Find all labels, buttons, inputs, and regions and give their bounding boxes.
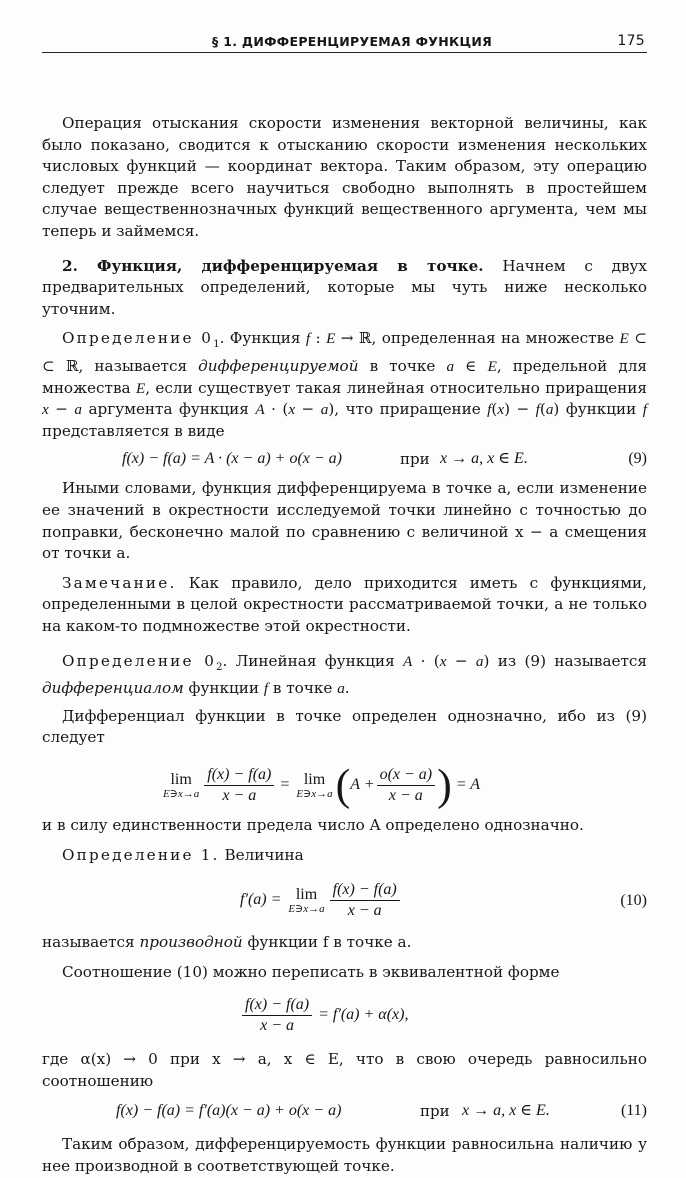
derivative-definition-paragraph: называется производной функции f в точке a.: [42, 933, 412, 952]
defined-term: производной: [139, 933, 243, 952]
subsection-2-paragraph: [42, 256, 647, 321]
running-header: [42, 30, 647, 53]
remark-paragraph: Замечание. Как правило, дело приходится иметь с функциями, определенными в целой окрестности рассматриваемой точки, а не только на каком-то подмножестве этой окрестности.: [42, 573, 647, 635]
book-page: [42, 30, 647, 1178]
subsection-heading: 2. Функция, дифференцируемая в точке.: [62, 256, 484, 275]
intro-paragraph: Операция отыскания скорости изменения векторной величины, как было показано, сводится к отысканию скорости изменения нескольких числовых функций — координат вектора. Таким образом, эту операцию следует прежде всего научиться свободно выполнять в простейшем случае вещественнозначных функций вещественного аргумента, чем мы теперь и займемся.: [42, 114, 647, 240]
explanation-paragraph: Иными словами, функция дифференцируема в точке a, если изменение ее значений в окрестности исследуемой точки линейно с точностью до поправки, бесконечно малой по сравнению с величиной x − a смещения от точки a.: [42, 479, 647, 563]
equivalent-form-paragraph: Соотношение (10) можно переписать в эквивалентной форме: [62, 962, 560, 981]
uniqueness-paragraph: и в силу единственности предела число A определено однозначно.: [42, 815, 584, 834]
equation-number: (11): [620, 1102, 647, 1120]
definition-1: Определение 1. Величина: [62, 845, 304, 864]
equation-11: f(x) − f(a) = f′(a)(x − a) + o(x − a) при x → a, x ∈ E. (11): [116, 1102, 647, 1121]
equation-number: (10): [620, 892, 647, 910]
defined-term: дифференциалом: [42, 679, 184, 698]
conclusion-paragraph: Таким образом, дифференцируемость функции равносильна наличию у нее производной в соответствующей точке.: [42, 1135, 647, 1176]
equivalence-paragraph: где α(x) → 0 при x → a, x ∈ E, что в свою очередь равносильно соотношению: [42, 1050, 647, 1090]
equation-10: f′(a) = lim E∋x→a $\frac{f(x) - f(a)}{x - a}$ (10): [240, 881, 647, 920]
definition-label: Определение 0: [62, 651, 217, 670]
equation-equivalent: $\frac{f(x) - f(a)}{x - a}$ = f′(a) + α(x),: [42, 991, 647, 1043]
section-title: § 1. ДИФФЕРЕНЦИРУЕМАЯ ФУНКЦИЯ: [212, 34, 493, 49]
page-number: 175: [617, 33, 645, 49]
remark-label: Замечание.: [62, 573, 177, 592]
equation-number: (9): [628, 450, 647, 468]
defined-term: дифференцируемой: [198, 356, 359, 375]
definition-01: Определение $0_1$. Функция f : E → ℝ, определенная на множестве E ⊂ ⊂ ℝ, называется дифференцируемой в точке a ∈ E, предельной для множества E, если существует такая линейная относительно приращения x − a аргумента функция A · (x − a), что приращение f(x) − f(a) функции f представляется в виде: [42, 329, 647, 440]
definition-02: Определение $0_2$. Линейная функция A · (x − a) из (9) называется дифференциалом функции f в точке a.: [42, 651, 647, 698]
equation-9: f(x) − f(a) = A · (x − a) + o(x − a) при x → a, x ∈ E. (9): [122, 450, 647, 469]
equation-limit: lim E∋x→a $\frac{f(x) - f(a)}{x - a}$ = lim E∋x→a (A + $\frac{o(x - a)}{x - a}$ ) = A: [163, 760, 481, 810]
definition-label: Определение 1.: [62, 845, 220, 864]
definition-label: Определение 0: [62, 329, 214, 348]
subsection-intro: Начнем с двух предварительных определений, которые мы чуть ниже несколько уточним.: [42, 256, 647, 318]
differential-paragraph: Дифференциал функции в точке определен однозначно, ибо из (9) следует: [42, 706, 647, 747]
